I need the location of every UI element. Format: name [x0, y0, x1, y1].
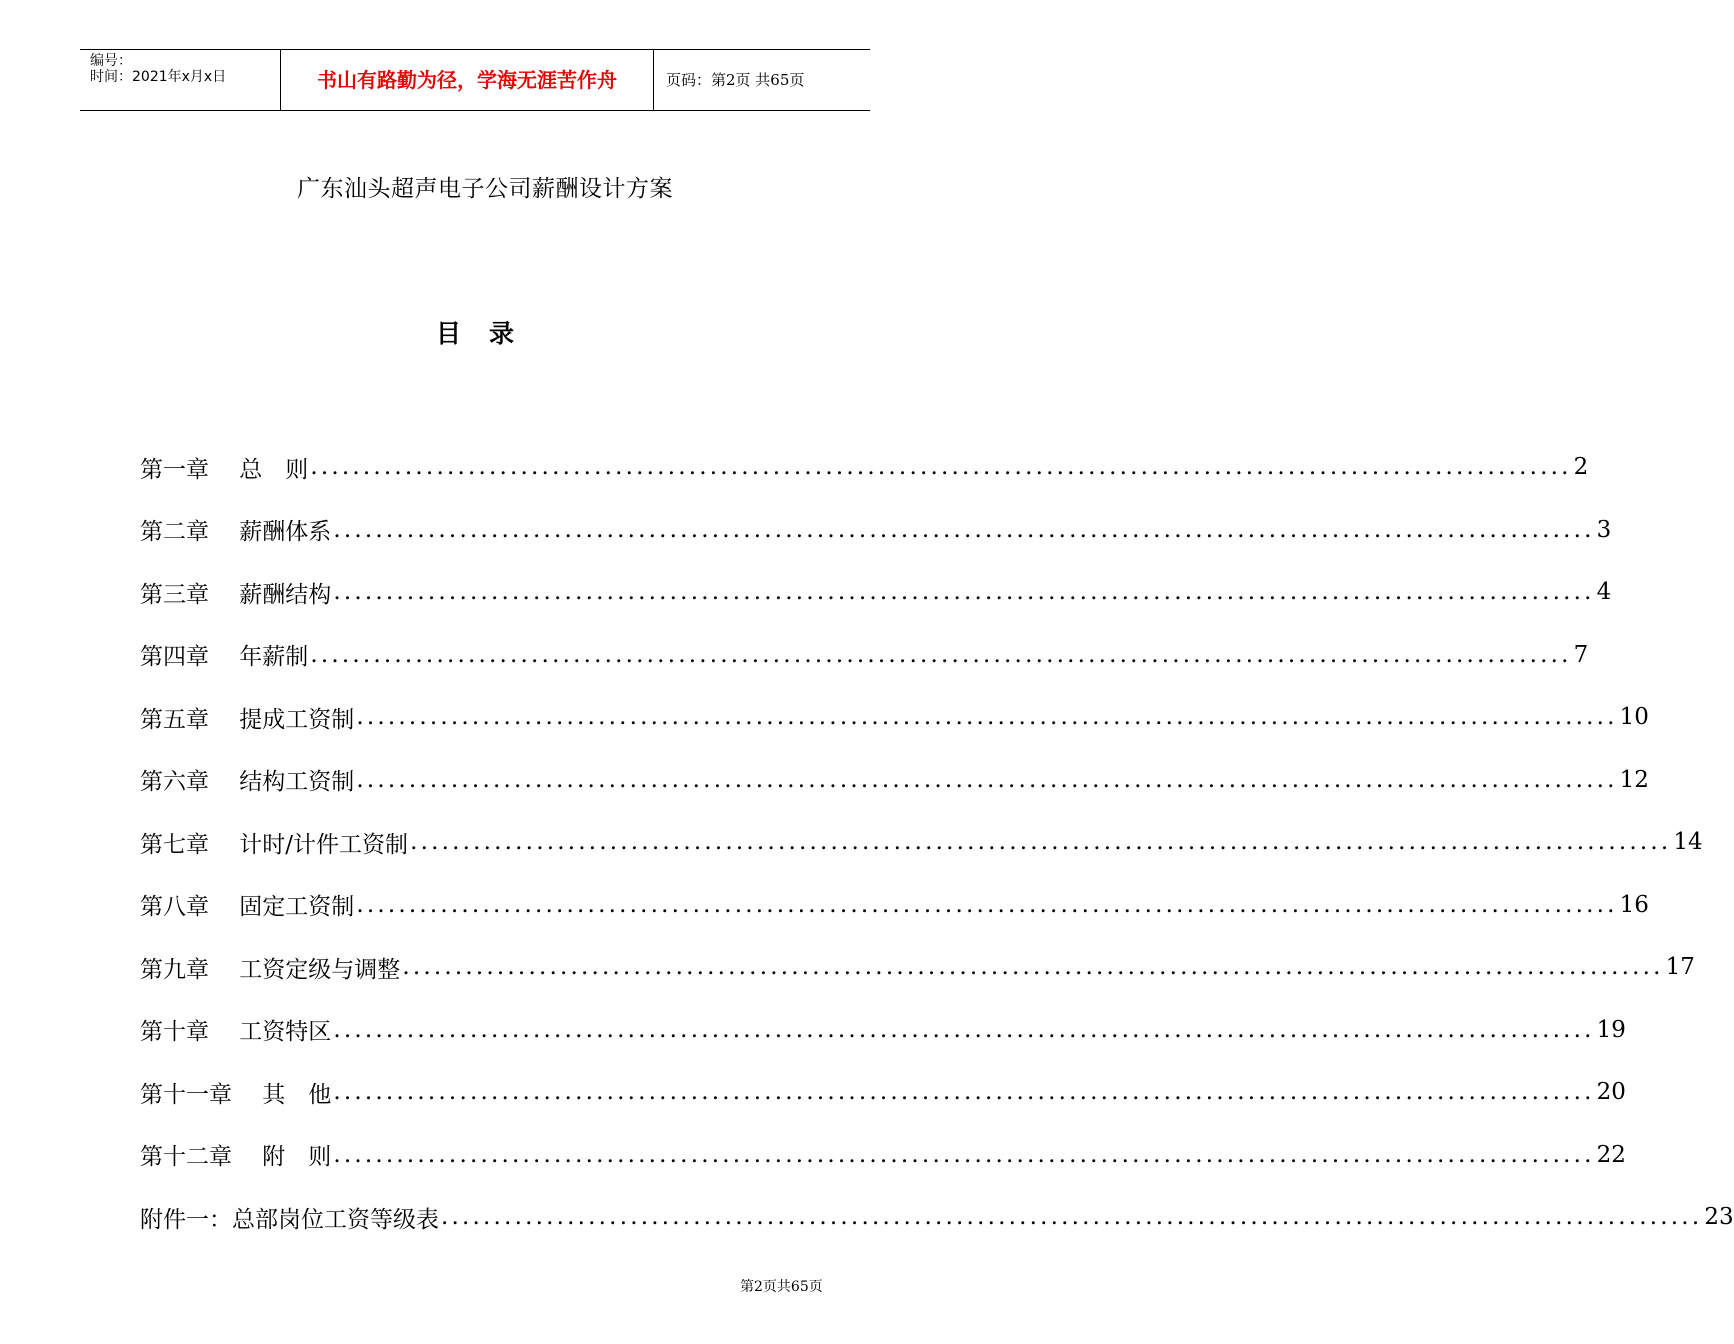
- toc-entry-title: 第一章 总 则: [140, 456, 309, 483]
- toc-entry-page: 22: [1596, 1141, 1626, 1168]
- toc-entry[interactable]: [140, 1186, 1734, 1249]
- header-motto: 书山有路勤为径，学海无涯苦作舟: [281, 50, 654, 110]
- document-title: 广东汕头超声电子公司薪酬设计方案: [297, 176, 673, 202]
- toc-entry[interactable]: [140, 811, 1703, 874]
- number-label: 编号：: [90, 53, 132, 69]
- toc-entry-title: 附件一：总部岗位工资等级表: [140, 1206, 439, 1233]
- toc-entry-title: 第五章 提成工资制: [140, 706, 355, 733]
- toc-entry-page: 10: [1619, 704, 1649, 731]
- toc-entry-title: 第七章 计时/计件工资制: [140, 831, 409, 858]
- toc-entry[interactable]: [140, 436, 1589, 499]
- toc-leader-dots: ........................................................................................................................: [333, 516, 1595, 543]
- toc-leader-dots: ........................................................................................................................: [333, 1079, 1595, 1106]
- toc-entry-page: 16: [1619, 891, 1649, 918]
- toc-leader-dots: ........................................................................................................................: [441, 1204, 1703, 1231]
- toc-entry[interactable]: [140, 1124, 1626, 1187]
- toc-leader-dots: ........................................................................................................................: [356, 891, 1618, 918]
- toc-leader-dots: ........................................................................................................................: [333, 1141, 1595, 1168]
- toc-entry-title: 第九章 工资定级与调整: [140, 956, 401, 983]
- date-label: 时间：2021年x月x日: [90, 69, 227, 85]
- toc-entry[interactable]: [140, 499, 1612, 562]
- toc-heading: 目录: [435, 319, 542, 348]
- toc-entry-page: 12: [1619, 766, 1649, 793]
- page-header: [80, 49, 870, 111]
- toc-entry[interactable]: [140, 1061, 1626, 1124]
- toc-entry-page: 20: [1596, 1079, 1626, 1106]
- toc-entry-title: 第十二章 附 则: [140, 1144, 332, 1171]
- toc-entry-title: 第四章 年薪制: [140, 644, 309, 671]
- toc-entry-page: 17: [1665, 954, 1695, 981]
- toc-entry-title: 第十一章 其 他: [140, 1081, 332, 1108]
- toc-entry-page: 2: [1573, 454, 1589, 481]
- toc-entry[interactable]: [140, 999, 1626, 1062]
- toc-entry[interactable]: [140, 874, 1649, 937]
- toc-leader-dots: ........................................................................................................................: [333, 1016, 1595, 1043]
- toc-entry-page: 4: [1596, 579, 1612, 606]
- toc-leader-dots: ........................................................................................................................: [356, 704, 1618, 731]
- toc-entry-title: 第二章 薪酬体系: [140, 519, 332, 546]
- toc-leader-dots: ........................................................................................................................: [410, 829, 1672, 856]
- header-meta-cell: [80, 50, 281, 110]
- toc-entry-title: 第八章 固定工资制: [140, 894, 355, 921]
- toc-entry[interactable]: [140, 561, 1612, 624]
- toc-entry-page: 19: [1596, 1016, 1626, 1043]
- toc-entry-page: 7: [1573, 641, 1589, 668]
- toc-leader-dots: ........................................................................................................................: [402, 954, 1664, 981]
- toc-leader-dots: ........................................................................................................................: [310, 454, 1572, 481]
- page-footer: 第2页共65页: [740, 1279, 823, 1295]
- header-page-info: 页码：第2页 共65页: [666, 71, 805, 89]
- toc-entry-title: 第三章 薪酬结构: [140, 581, 332, 608]
- toc-entry-page: 23: [1704, 1204, 1734, 1231]
- toc-entry[interactable]: [140, 749, 1649, 812]
- table-of-contents: [140, 436, 1734, 1249]
- toc-entry[interactable]: [140, 936, 1695, 999]
- toc-entry[interactable]: [140, 624, 1589, 687]
- toc-entry-title: 第十章 工资特区: [140, 1019, 332, 1046]
- toc-entry-page: 14: [1673, 829, 1703, 856]
- toc-entry-title: 第六章 结构工资制: [140, 769, 355, 796]
- toc-leader-dots: ........................................................................................................................: [333, 579, 1595, 606]
- toc-leader-dots: ........................................................................................................................: [356, 766, 1618, 793]
- toc-entry[interactable]: [140, 686, 1649, 749]
- toc-entry-page: 3: [1596, 516, 1612, 543]
- toc-leader-dots: ........................................................................................................................: [310, 641, 1572, 668]
